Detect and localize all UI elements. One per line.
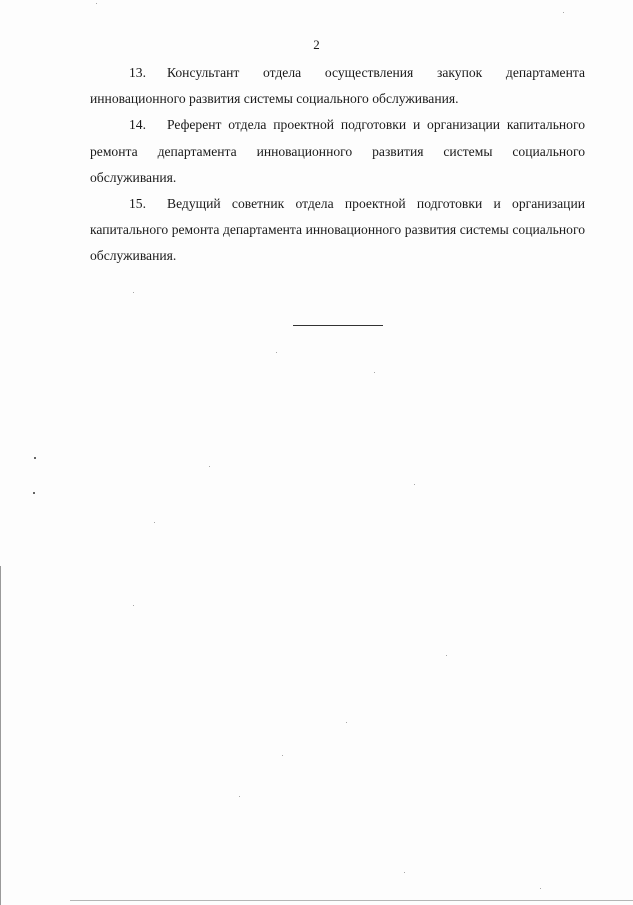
scan-speck (563, 12, 564, 13)
scan-speck (276, 352, 277, 353)
scan-speck (133, 605, 134, 606)
scan-speck (33, 492, 35, 494)
scan-speck (374, 372, 375, 373)
scan-speck (414, 484, 415, 485)
scan-speck (446, 655, 447, 656)
end-separator-line (293, 325, 383, 326)
item-text: Ведущий советник отдела проектной подготовки и организации капитального ремонта департамента инновационного развития системы социального обслуживания. (90, 196, 585, 264)
scan-speck (346, 722, 347, 723)
list-item (90, 191, 585, 270)
item-number: 14. (129, 117, 146, 133)
list-item (90, 60, 585, 112)
item-text: Консультант отдела осуществления закупок департамента инновационного развития системы социального обслуживания. (90, 65, 585, 107)
scan-speck (540, 888, 541, 889)
scan-speck (239, 796, 240, 797)
list-item (90, 112, 585, 191)
item-number: 15. (129, 196, 146, 212)
scan-speck (133, 292, 134, 293)
scan-speck (96, 3, 97, 4)
scan-speck (154, 522, 155, 523)
item-number: 13. (129, 65, 146, 80)
scan-edge-bottom (70, 900, 633, 901)
scan-speck (209, 466, 210, 467)
scan-edge-left (0, 566, 1, 905)
page-number: 2 (313, 37, 320, 52)
scan-speck (404, 872, 405, 873)
item-text: Референт отдела проектной подготовки и организации капитального ремонта департамента инновационного развития системы социального обслуживания. (90, 117, 585, 185)
scan-speck (282, 755, 283, 756)
scan-speck (34, 457, 36, 459)
position-list (90, 60, 585, 270)
